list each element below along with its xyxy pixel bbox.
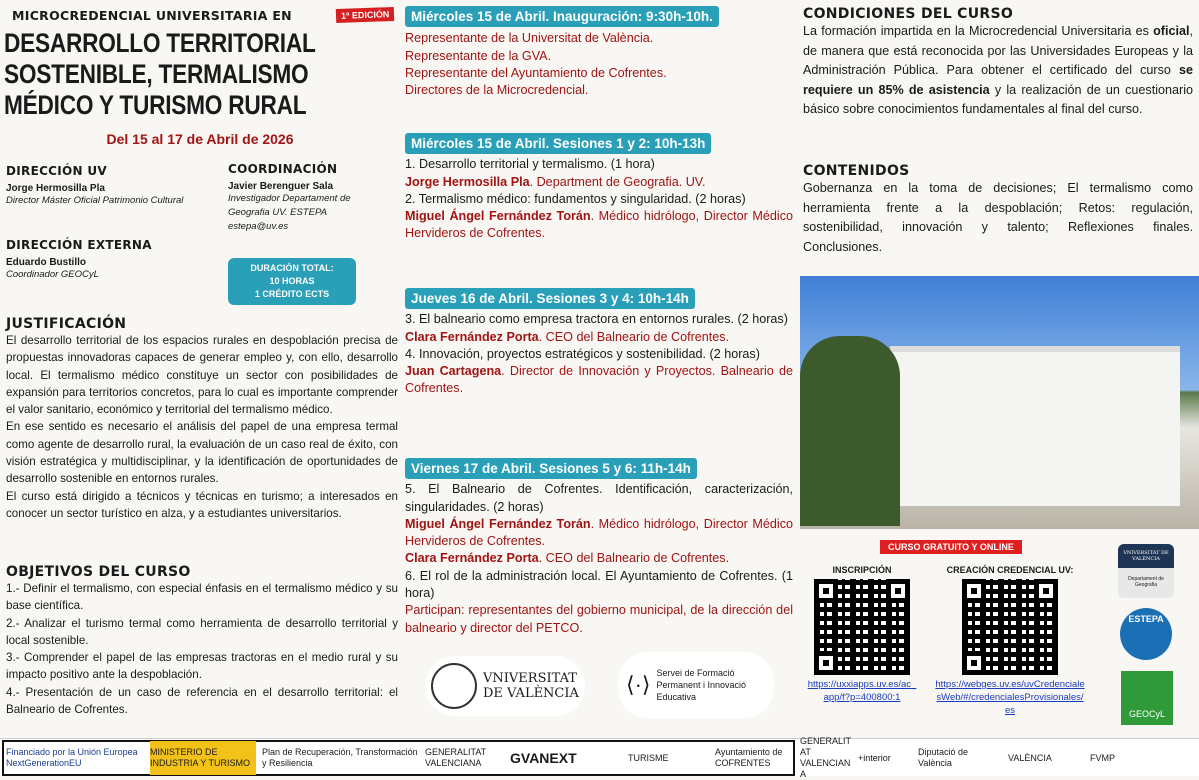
logo-text: Departament de Geografia	[1128, 576, 1164, 588]
condiciones	[803, 6, 1193, 120]
name: Eduardo Bustillo	[6, 257, 86, 268]
footer-logo: Diputació de València	[918, 747, 969, 768]
duration-label: DURACIÓN TOTAL:	[250, 263, 334, 273]
session-line	[405, 48, 793, 65]
logo-text: VNIVERSITAT DE VALÈNCIA	[1118, 544, 1174, 568]
session-header: Miércoles 15 de Abril. Sesiones 1 y 2: 10h-13h	[405, 133, 711, 154]
heading: DIRECCIÓN EXTERNA	[6, 238, 152, 252]
name: Javier Berenguer Sala	[228, 181, 334, 192]
edition-badge: 1ª EDICIÓN	[336, 7, 395, 23]
uv-logo	[425, 656, 585, 716]
sfp-logo	[618, 652, 774, 718]
contenidos-text: Gobernanza en la toma de decisiones; El termalismo como herramienta frente a la despoblación; Retos: regulación, sostenibilidad, innovación y talento; Reflexiones finales. Conclusiones.	[803, 181, 1193, 254]
session-line	[405, 516, 793, 551]
footer-logo: TURISME	[628, 752, 669, 763]
role: Coordinador GEOCyL	[6, 269, 99, 280]
heading: OBJETIVOS DEL CURSO	[6, 564, 191, 580]
footer-logo: Plan de Recuperación, Transformación y Resiliencia	[262, 747, 418, 768]
speaker-name: Jorge Hermosilla Pla	[405, 174, 530, 189]
session-block	[405, 288, 793, 398]
session-header: Jueves 16 de Abril. Sesiones 3 y 4: 10h-14h	[405, 288, 695, 309]
session-block	[405, 133, 793, 243]
session-text: . CEO del Balneario de Cofrentes.	[538, 329, 730, 344]
paragraph: El curso está dirigido a técnicos y técnicas en turismo; a interesados en conocer un sector turístico en alza, y a estudiantes universitarios.	[6, 489, 398, 520]
session-text: . Médico hidrólogo, Director Médico Hervideros de Cofrentes.	[405, 516, 793, 549]
heading: DIRECCIÓN UV	[6, 164, 107, 178]
balneario-photo	[800, 276, 1199, 529]
objective: 3.- Comprender el papel de las empresas tractoras en el medio rural y su impacto positivo ante la despoblación.	[6, 651, 398, 682]
building	[890, 346, 1180, 506]
footer-logo: GENERALITAT VALENCIANA	[425, 747, 487, 768]
trees	[800, 336, 900, 526]
sfp-logo-text: Servei de Formació Permanent i Innovació Educativa	[656, 668, 747, 702]
session-line	[405, 329, 793, 346]
session-text: . Médico hidrólogo, Director Médico Hervideros de Cofrentes.	[405, 209, 793, 241]
page-title: DESARROLLO TERRITORIAL SOSTENIBLE, TERMALISMO MÉDICO Y TURISMO RURAL	[4, 28, 316, 120]
heading: CONTENIDOS	[803, 163, 910, 179]
session-text: Participan: representantes del gobierno municipal, de la dirección del balneario y director del PETCO.	[405, 603, 793, 635]
session-text: 5. El Balneario de Cofrentes. Identificación, caracterización, singularidades. (2 horas)	[405, 482, 793, 514]
contenidos	[803, 163, 1193, 257]
sfp-icon: ⟨·⟩	[626, 672, 651, 697]
paragraph: En ese sentido es necesario el análisis del papel de una empresa termal como agente de desarrollo rural, la evaluación de un caso real de éxito, con visión estratégica y multidisciplinar, y la identificación de oportunidades de desarrollo sostenible en entornos rurales.	[6, 420, 398, 486]
direccion-externa	[6, 238, 206, 282]
speaker-name: Miguel Ángel Fernández Torán	[405, 516, 591, 531]
session-text: 6. El rol de la administración local. El Ayuntamiento de Cofrentes. (1 hora)	[405, 568, 793, 601]
session-block	[405, 6, 793, 99]
condiciones-text: La formación impartida en la Microcredencial Universitaria es oficial, de manera que está reconocida por las Universidades Europeas y la Administración Pública. Para obtener el certificado del curso se requiere un 85% de asistencia y la realización de un cuestionario básico sobre conocimientos fundamentales al final del curso.	[803, 24, 1193, 116]
qr-code-icon[interactable]	[962, 579, 1058, 675]
session-line	[405, 363, 793, 398]
session-text: 2. Termalismo médico: fundamentos y singularidad. (2 horas)	[405, 191, 746, 206]
session-line	[405, 208, 793, 243]
duration-hours: 10 HORAS	[269, 276, 315, 286]
footer-logo: VALÈNCIA	[1008, 752, 1052, 763]
footer-logo: FVMP	[1090, 752, 1116, 763]
duration-credits: 1 CRÉDITO ECTS	[254, 289, 330, 299]
session-line	[405, 82, 793, 99]
session-line	[405, 550, 793, 567]
speaker-name: Clara Fernández Porta	[405, 551, 539, 566]
session-header: Miércoles 15 de Abril. Inauguración: 9:30h-10h.	[405, 6, 719, 27]
session-line	[405, 311, 793, 328]
session-text: . CEO del Balneario de Cofrentes.	[538, 551, 730, 566]
estepa-logo: ESTEPA	[1120, 608, 1172, 660]
objective: 1.- Definir el termalismo, con especial énfasis en el termalismo médico y su base científica.	[6, 582, 398, 613]
session-text: Representante de la GVA.	[405, 48, 552, 63]
session-text: 3. El balneario como empresa tractora en entornos rurales. (2 horas)	[405, 312, 788, 327]
speaker-name: Juan Cartagena	[405, 364, 502, 379]
duration-box	[228, 258, 356, 305]
session-line	[405, 156, 793, 173]
geocyl-logo: GEOCyL	[1121, 671, 1173, 725]
kicker: MICROCREDENCIAL UNIVERSITARIA EN	[12, 8, 292, 23]
qr-code-icon[interactable]	[814, 579, 910, 675]
speaker-name: Miguel Ángel Fernández Torán	[405, 209, 591, 224]
qr-label: INSCRIPCIÓN	[832, 565, 892, 575]
footer-logo: +interior	[858, 752, 891, 763]
footer-logo: MINISTERIO DE INDUSTRIA Y TURISMO	[150, 741, 256, 775]
objective: 2.- Analizar el turismo termal como herramienta de desarrollo territorial y local sostenible.	[6, 616, 398, 647]
uv-seal-icon	[431, 663, 477, 709]
session-text: Representante de la Universitat de València.	[405, 31, 654, 46]
inscripcion-qr-block	[806, 565, 918, 704]
session-text: . Department de Geografia. UV.	[529, 174, 706, 189]
footer-logo: Financiado por la Unión Europea NextGenerationEU	[6, 747, 138, 768]
objetivos	[6, 564, 398, 718]
coordinacion	[228, 162, 383, 234]
heading: COORDINACIÓN	[228, 162, 338, 176]
speaker-name: Clara Fernández Porta	[405, 329, 539, 344]
role: Investigador Departament de Geografia UV. ESTEPA	[228, 193, 351, 218]
footer-logo-strip	[0, 736, 1199, 779]
session-header: Viernes 17 de Abril. Sesiones 5 y 6: 11h-14h	[405, 458, 697, 479]
footer-logo: GENERALITAT VALENCIANA	[800, 736, 852, 779]
credencial-link[interactable]: https://webges.uv.es/uvCredencialesWeb/#/credencialesProvisionales/es	[935, 679, 1085, 716]
direccion-uv	[6, 164, 206, 208]
session-line	[405, 174, 793, 191]
name: Jorge Hermosilla Pla	[6, 183, 105, 194]
uv-geografia-logo	[1118, 544, 1174, 598]
footer-logo: GVANEXT	[510, 749, 577, 766]
paragraph: El desarrollo territorial de los espacios rurales en despoblación precisa de propuestas innovadoras capaces de generar empleo y, con ello, desarrollo local. El termalismo médico constituye un sector con posibilidades de expansión para territorios concretos, para lo cual es importante comprender el valor sanitario, económico y territorial del termalismo médico.	[6, 334, 398, 417]
inscripcion-link[interactable]: https://uxxiapps.uv.es/ac_app/f?p=400800:1	[807, 679, 917, 703]
role: Director Máster Oficial Patrimonio Cultural	[6, 195, 184, 206]
session-line	[405, 602, 793, 637]
justificacion	[6, 316, 398, 522]
dates: Del 15 al 17 de Abril de 2026	[106, 131, 294, 147]
session-block	[405, 458, 793, 637]
session-text: Directores de la Microcredencial.	[405, 83, 589, 98]
session-line	[405, 481, 793, 516]
session-text: Representante del Ayuntamiento de Cofrentes.	[405, 65, 667, 80]
credencial-qr-block	[935, 565, 1085, 717]
free-online-banner: CURSO GRATUITO Y ONLINE	[880, 540, 1022, 554]
footer-logo: Ayuntamiento de COFRENTES	[715, 747, 783, 768]
session-line	[405, 346, 793, 363]
heading: CONDICIONES DEL CURSO	[803, 6, 1014, 22]
session-text: . Director de Innovación y Proyectos. Balneario de Cofrentes.	[405, 364, 793, 396]
session-line	[405, 568, 793, 603]
session-line	[405, 30, 793, 47]
uv-logo-text: VNIVERSITAT DE VALÈNCIA	[483, 671, 579, 701]
session-text: 4. Innovación, proyectos estratégicos y sostenibilidad. (2 horas)	[405, 346, 760, 361]
qr-label: CREACIÓN CREDENCIAL UV:	[946, 565, 1074, 575]
session-line	[405, 191, 793, 208]
session-text: 1. Desarrollo territorial y termalismo. (1 hora)	[405, 157, 655, 172]
session-line	[405, 65, 793, 82]
email[interactable]: estepa@uv.es	[228, 221, 289, 232]
heading: JUSTIFICACIÓN	[6, 316, 127, 332]
objective: 4.- Presentación de un caso de referencia en el desarrollo territorial: el Balneario de Cofrentes.	[6, 685, 398, 717]
